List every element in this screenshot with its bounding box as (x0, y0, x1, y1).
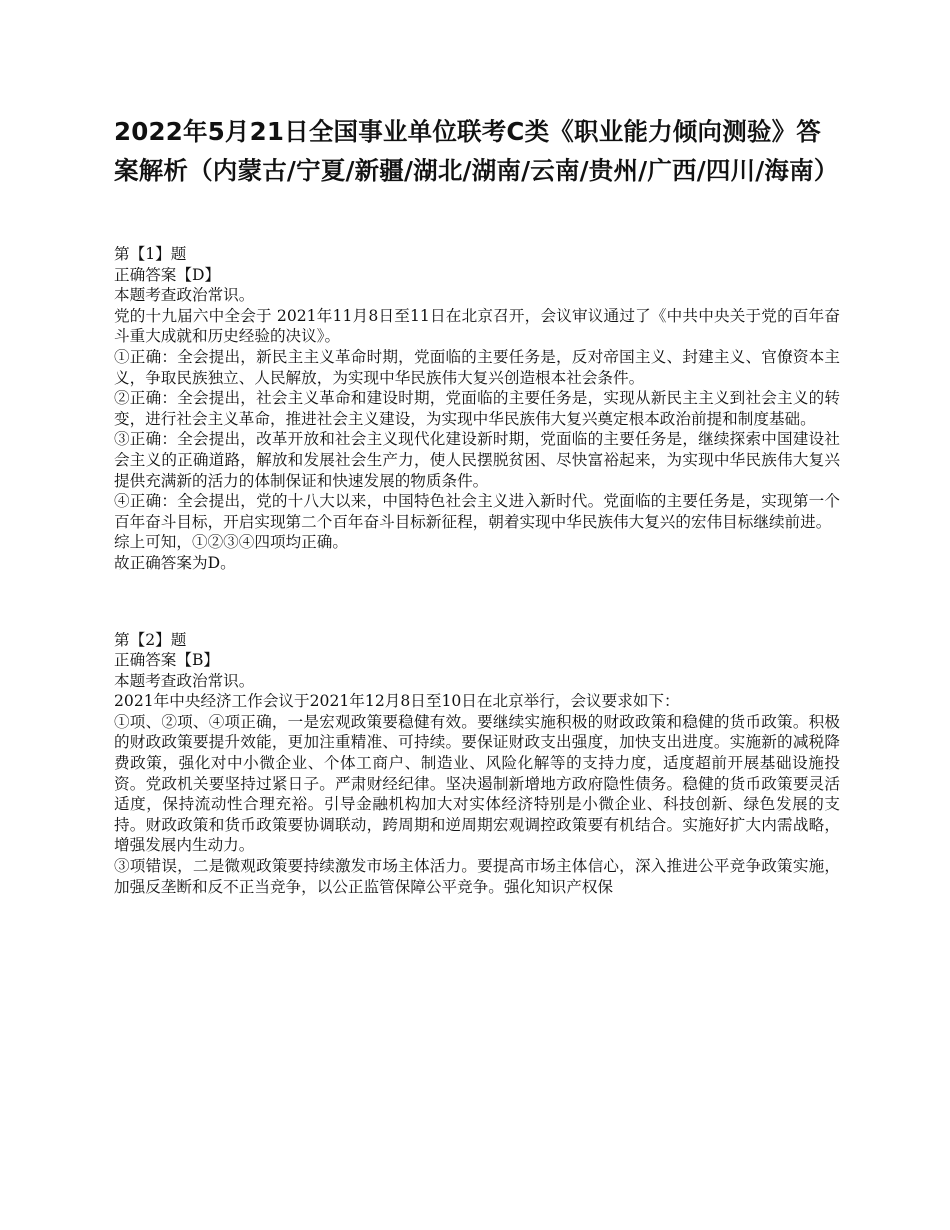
question-2 (114, 630, 840, 898)
explanation-paragraph: 党的十九届六中全会于 2021年11月8日至11日在北京召开，会议审议通过了《中共中央关于党的百年奋斗重大成就和历史经验的决议》。 (114, 306, 840, 346)
question-number: 第【2】题 (114, 630, 187, 649)
explanation-paragraph: ④正确：全会提出，党的十八大以来，中国特色社会主义进入新时代。党面临的主要任务是，实现第一个百年奋斗目标，开启实现第二个百年奋斗目标新征程，朝着实现中华民族伟大复兴的宏伟目标继续前进。 (114, 492, 840, 531)
explanation-paragraph: ①正确：全会提出，新民主主义革命时期，党面临的主要任务是，反对帝国主义、封建主义、官僚资本主义，争取民族独立、人民解放，为实现中华民族伟大复兴创造根本社会条件。 (114, 347, 840, 387)
correct-answer: 正确答案【D】 (114, 265, 221, 284)
correct-answer: 正确答案【B】 (114, 651, 220, 670)
explanation-paragraph: 2021年中央经济工作会议于2021年12月8日至10日在北京举行，会议要求如下： (114, 692, 680, 711)
explanation-paragraph: 本题考查政治常识。 (114, 286, 255, 305)
explanation-paragraph: ②正确：全会提出，社会主义革命和建设时期，党面临的主要任务是，实现从新民主主义到社会主义的转变，进行社会主义革命，推进社会主义建设，为实现中华民族伟大复兴奠定根本政治前提和制度基础。 (114, 389, 840, 428)
explanation-paragraph: 故正确答案为D。 (114, 553, 236, 572)
explanation-paragraph: ③项错误，二是微观政策要持续激发市场主体活力。要提高市场主体信心，深入推进公平竞争政策实施，加强反垄断和反不正当竞争，以公正监管保障公平竞争。强化知识产权保 (114, 857, 840, 896)
explanation-paragraph: 综上可知，①②③④四项均正确。 (114, 533, 348, 552)
explanation-paragraph: ①项、②项、④项正确，一是宏观政策要稳健有效。要继续实施积极的财政政策和稳健的货币政策。积极的财政政策要提升效能，更加注重精准、可持续。要保证财政支出强度，加快支出进度。实施新的减税降费政策，强化对中小微企业、个体工商户、制造业、风险化解等的支持力度，适度超前开展基础设施投资。党政机关要坚持过紧日子。严肃财经纪律。坚决遏制新增地方政府隐性债务。稳健的货币政策要灵活适度，保持流动性合理充裕。引导金融机构加大对实体经济特别是小微企业、科技创新、绿色发展的支持。财政政策和货币政策要协调联动，跨周期和逆周期宏观调控政策要有机结合。实施好扩大内需战略，增强发展内生动力。 (114, 712, 840, 855)
question-number: 第【1】题 (114, 245, 187, 263)
document-title: 2022年5月21日全国事业单位联考C类《职业能力倾向测验》答案解析（内蒙古/宁夏/新疆/湖北/湖南/云南/贵州/广西/四川/海南） (114, 117, 839, 185)
explanation-paragraph: ③正确：全会提出，改革开放和社会主义现代化建设新时期，党面临的主要任务是，继续探索中国建设社会主义的正确道路，解放和发展社会生产力，使人民摆脱贫困、尽快富裕起来，为实现中华民族伟大复兴提供充满新的活力的体制保证和快速发展的物质条件。 (114, 430, 840, 490)
explanation-paragraph: 本题考查政治常识。 (114, 671, 255, 690)
document-page (114, 112, 840, 897)
question-1 (114, 244, 840, 574)
